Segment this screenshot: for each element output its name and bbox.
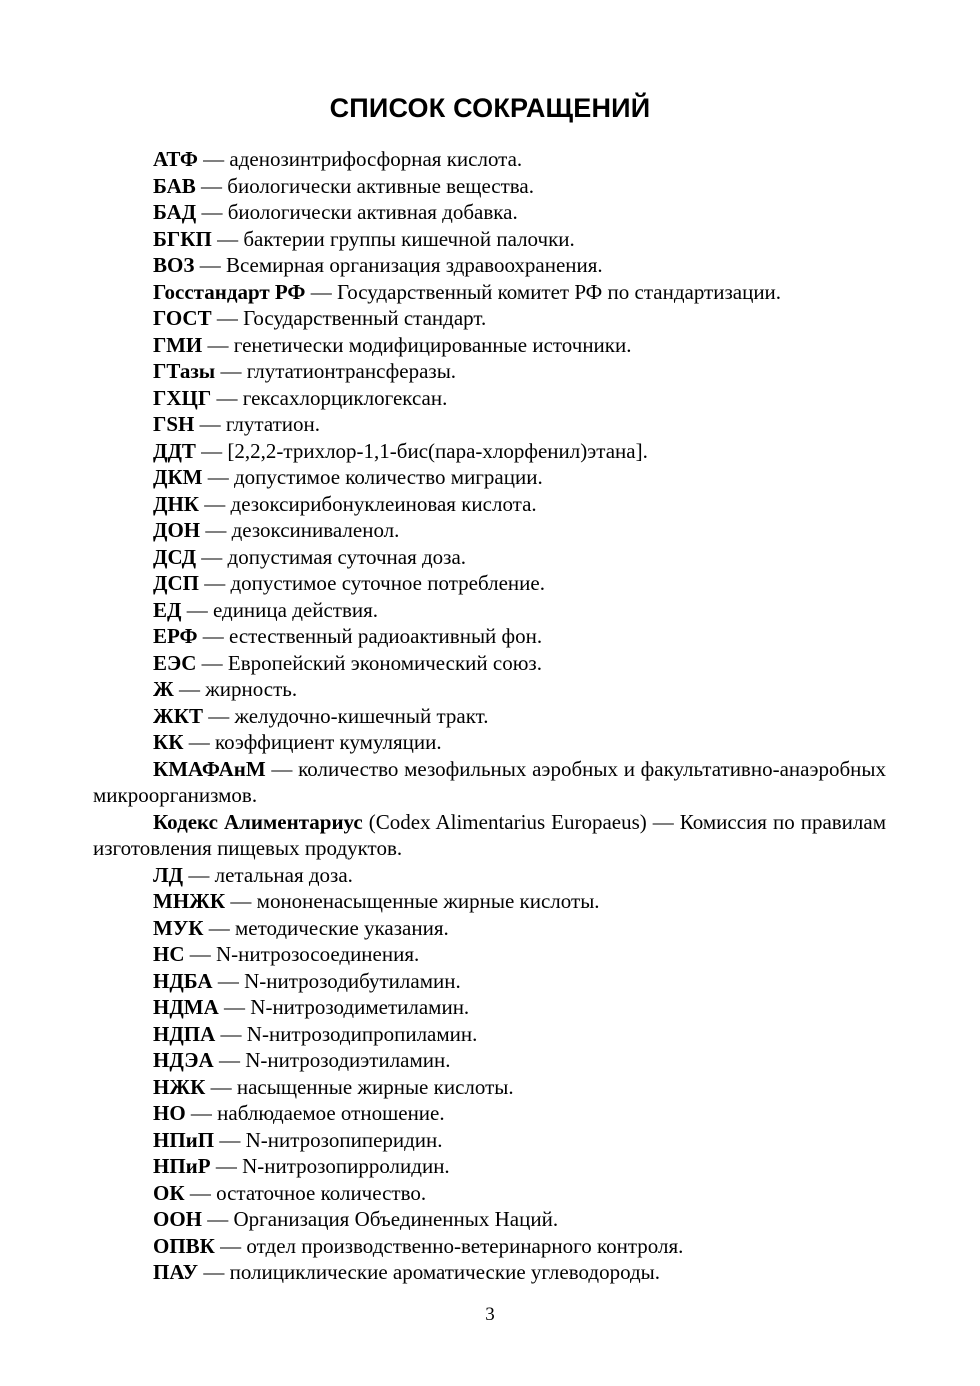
definition: коэффициент кумуляции.	[214, 730, 442, 754]
term: ДСП	[153, 571, 199, 595]
definition: допустимое суточное потребление.	[230, 571, 545, 595]
term: ЛД	[153, 862, 184, 887]
term: ГХЦГ	[153, 385, 212, 410]
definition: количество мезофильных аэробных и факультативно-анаэробных микроорганизмов.	[93, 756, 887, 807]
definition: полициклические ароматические углеводороды.	[229, 1260, 661, 1284]
definition: естественный радиоактивный фон.	[229, 624, 543, 648]
term: ДСД	[153, 544, 197, 569]
list-item: ЛД — летальная доза.	[153, 862, 353, 887]
term: ООН	[153, 1207, 203, 1231]
page-number: 3	[485, 1304, 495, 1325]
definition: допустимая суточная доза.	[227, 544, 467, 569]
term: БГКП	[153, 226, 212, 251]
list-item: ДДТ — [2,2,2-трихлор-1,1-бис(пара-хлорфенил)этана].	[153, 438, 648, 463]
term: Госстандарт РФ	[153, 279, 306, 304]
definition: N-нитрозодипропиламин.	[246, 1021, 478, 1046]
definition: глутатион.	[225, 412, 321, 436]
term: МУК	[153, 915, 204, 940]
definition: биологически активные вещества.	[227, 173, 535, 198]
term: ГОСТ	[153, 306, 212, 330]
definition: Организация Объединенных Наций.	[233, 1207, 559, 1231]
term: НДЭА	[153, 1048, 214, 1072]
definition: отдел производственно-ветеринарного контроля.	[246, 1233, 684, 1258]
definition: дезоксиниваленол.	[231, 518, 400, 542]
term: НПиП	[153, 1127, 215, 1152]
term: ДОН	[153, 518, 201, 542]
list-item: ЖКТ — желудочно-кишечный тракт.	[153, 703, 489, 728]
list-item: Госстандарт РФ — Государственный комитет РФ по стандартизации.	[153, 279, 782, 304]
list-item: ГТазы — глутатионтрансферазы.	[153, 359, 457, 383]
definition: Государственный комитет РФ по стандартизации.	[336, 279, 782, 304]
definition: N-нитрозопиперидин.	[245, 1127, 443, 1152]
definition: N-нитрозодиметиламин.	[250, 995, 470, 1019]
term: ОК	[153, 1180, 185, 1205]
term: ДНК	[153, 491, 200, 516]
definition: N-нитрозопирролидин.	[242, 1154, 450, 1178]
definition: Всемирная организация здравоохранения.	[225, 253, 603, 277]
list-item: Ж — жирность.	[153, 677, 298, 701]
term: НО	[153, 1101, 186, 1125]
definition: единица действия.	[212, 597, 379, 622]
term: ГТазы	[153, 359, 216, 383]
list-item: ЕРФ — естественный радиоактивный фон.	[153, 624, 543, 648]
definition: допустимое количество миграции.	[234, 465, 543, 489]
term: НДБА	[153, 968, 213, 993]
definition: мононенасыщенные жирные кислоты.	[256, 889, 600, 913]
definition: Государственный стандарт.	[243, 306, 487, 330]
list-item: ОПВК — отдел производственно-ветеринарного контроля.	[153, 1233, 684, 1258]
term: ОПВК	[153, 1233, 215, 1258]
list-item: ГМИ — генетически модифицированные источники.	[153, 332, 632, 357]
term: АТФ	[153, 147, 198, 171]
list-item: МНЖК — мононенасыщенные жирные кислоты.	[153, 889, 600, 913]
list-item: НПиП — N-нитрозопиперидин.	[153, 1127, 443, 1152]
list-item: ГОСТ — Государственный стандарт.	[153, 306, 487, 330]
term: БАВ	[153, 173, 196, 198]
term: КК	[153, 730, 184, 754]
definition: Европейский экономический союз.	[227, 650, 542, 675]
list-item: КК — коэффициент кумуляции.	[153, 730, 442, 754]
term: Кодекс Алиментариус	[153, 809, 363, 834]
list-item: БАД — биологически активная добавка.	[153, 200, 518, 224]
list-item: ООН — Организация Объединенных Наций.	[153, 1207, 559, 1231]
definition: (Codex Alimentarius Europaeus) — Комиссия по правилам изготовления пищевых продуктов.	[93, 809, 887, 860]
definition: генетически модифицированные источники.	[233, 332, 632, 357]
list-item: БГКП — бактерии группы кишечной палочки.	[153, 226, 575, 251]
term: ГМИ	[153, 332, 203, 357]
definition: желудочно-кишечный тракт.	[234, 703, 489, 728]
term: НЖК	[153, 1074, 206, 1099]
list-item: ОК — остаточное количество.	[153, 1180, 427, 1205]
definition: биологически активная добавка.	[227, 200, 518, 224]
list-item: БАВ — биологически активные вещества.	[153, 173, 535, 198]
list-item: ЕД — единица действия.	[153, 597, 379, 622]
definition: дезоксирибонуклеиновая кислота.	[230, 491, 537, 516]
definition: остаточное количество.	[216, 1180, 427, 1205]
list-item	[93, 809, 886, 862]
term: ДКМ	[153, 465, 203, 489]
list-item: ДНК — дезоксирибонуклеиновая кислота.	[153, 491, 537, 516]
definition: N-нитрозосоединения.	[216, 942, 420, 966]
list-item: ГХЦГ — гексахлорциклогексан.	[153, 385, 448, 410]
definition: глутатионтрансферазы.	[246, 359, 457, 383]
definition: методические указания.	[234, 915, 449, 940]
term: КМАФАнМ	[153, 756, 266, 781]
list-item: НДПА — N-нитрозодипропиламин.	[153, 1021, 478, 1046]
list-item: ДОН — дезоксиниваленол.	[153, 518, 400, 542]
definition: жирность.	[205, 677, 298, 701]
definition: летальная доза.	[214, 862, 353, 887]
definition: [2,2,2-трихлор-1,1-бис(пара-хлорфенил)этана].	[227, 438, 648, 463]
list-item: НДМА — N-нитрозодиметиламин.	[153, 995, 470, 1019]
term: НДМА	[153, 995, 219, 1019]
list-item: НЖК — насыщенные жирные кислоты.	[153, 1074, 514, 1099]
term: ЖКТ	[153, 703, 203, 728]
list-item: НС — N-нитрозосоединения.	[153, 942, 420, 966]
list-item: ЕЭС — Европейский экономический союз.	[153, 650, 542, 675]
term: ЕЭС	[153, 650, 197, 675]
list-item: ДСД — допустимая суточная доза.	[153, 544, 467, 569]
abbreviation-list	[93, 146, 886, 1286]
definition: бактерии группы кишечной палочки.	[243, 226, 575, 251]
list-item: НПиР — N-нитрозопирролидин.	[153, 1154, 450, 1178]
list-item: ГSH — глутатион.	[153, 412, 321, 436]
definition: N-нитрозодиэтиламин.	[245, 1048, 451, 1072]
definition: наблюдаемое отношение.	[217, 1101, 445, 1125]
term: НДПА	[153, 1021, 216, 1046]
list-item: НДБА — N-нитрозодибутиламин.	[153, 968, 461, 993]
term: НПиР	[153, 1154, 211, 1178]
term: ЕД	[153, 597, 182, 622]
definition: N-нитрозодибутиламин.	[244, 968, 461, 993]
definition: аденозинтрифосфорная кислота.	[229, 147, 523, 171]
list-item: ДСП — допустимое суточное потребление.	[153, 571, 545, 595]
term: ДДТ	[153, 438, 196, 463]
list-item: ПАУ — полициклические ароматические углеводороды.	[153, 1260, 661, 1284]
term: ВОЗ	[153, 253, 195, 277]
list-item: АТФ — аденозинтрифосфорная кислота.	[153, 147, 523, 171]
term: ЕРФ	[153, 624, 198, 648]
term: НС	[153, 942, 185, 966]
term: ГSH	[153, 412, 195, 436]
list-item: НДЭА — N-нитрозодиэтиламин.	[153, 1048, 451, 1072]
list-item: КМАФАнМ — количество мезофильных аэробных и факультативно-анаэробных микроорганизмов.	[93, 756, 887, 807]
definition: насыщенные жирные кислоты.	[236, 1074, 514, 1099]
list-item: МУК — методические указания.	[153, 915, 449, 940]
term: Ж	[153, 677, 174, 701]
term: БАД	[153, 200, 197, 224]
term: ПАУ	[153, 1260, 199, 1284]
definition: гексахлорциклогексан.	[242, 385, 448, 410]
list-item: ВОЗ — Всемирная организация здравоохранения.	[153, 253, 603, 277]
list-item: НО — наблюдаемое отношение.	[153, 1101, 445, 1125]
term: МНЖК	[153, 889, 226, 913]
page-title: СПИСОК СОКРАЩЕНИЙ	[329, 93, 651, 123]
list-item: ДКМ — допустимое количество миграции.	[153, 465, 543, 489]
